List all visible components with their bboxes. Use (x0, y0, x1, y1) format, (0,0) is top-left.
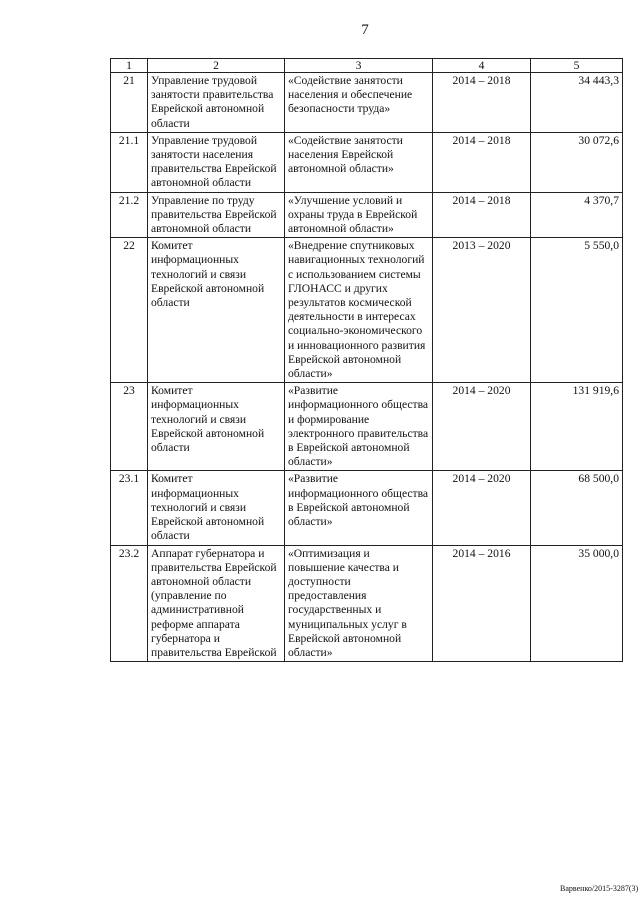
column-header: 4 (433, 59, 531, 73)
executor-cell: Комитет информационных технологий и связи Еврейской автономной области (148, 471, 285, 545)
amount-cell: 68 500,0 (531, 471, 623, 545)
program-cell: «Развитие информационного общества и формирование электронного правительства в Еврейской автономной области» (285, 383, 433, 471)
row-number: 22 (111, 238, 148, 383)
executor-cell: Комитет информационных технологий и связи Еврейской автономной области (148, 238, 285, 383)
program-cell: «Оптимизация и повышение качества и доступности предоставления государственных и муниципальных услуг в Еврейской автономной области» (285, 545, 433, 662)
period-cell: 2014 – 2020 (433, 383, 531, 471)
document-code: Варвенко/2015-3287(3) (560, 884, 639, 893)
period-cell: 2013 – 2020 (433, 238, 531, 383)
executor-cell: Управление трудовой занятости правительства Еврейской автономной области (148, 73, 285, 133)
amount-cell: 34 443,3 (531, 73, 623, 133)
row-number: 23.2 (111, 545, 148, 662)
period-cell: 2014 – 2018 (433, 73, 531, 133)
row-number: 21.1 (111, 132, 148, 192)
executor-cell: Аппарат губернатора и правительства Еврейской автономной области (управление по административной реформе аппарата губернатора и правительства Еврейской (148, 545, 285, 662)
executor-cell: Управление трудовой занятости населения правительства Еврейской автономной области (148, 132, 285, 192)
row-number: 21 (111, 73, 148, 133)
period-cell: 2014 – 2020 (433, 471, 531, 545)
column-header: 1 (111, 59, 148, 73)
row-number: 21.2 (111, 192, 148, 238)
amount-cell: 4 370,7 (531, 192, 623, 238)
amount-cell: 5 550,0 (531, 238, 623, 383)
table-row (111, 73, 623, 133)
table-row (111, 471, 623, 545)
amount-cell: 35 000,0 (531, 545, 623, 662)
program-cell: «Развитие информационного общества в Еврейской автономной области» (285, 471, 433, 545)
table-row (111, 238, 623, 383)
program-cell: «Содействие занятости населения Еврейской автономной области» (285, 132, 433, 192)
row-number: 23 (111, 383, 148, 471)
period-cell: 2014 – 2018 (433, 192, 531, 238)
row-number: 23.1 (111, 471, 148, 545)
program-cell: «Улучшение условий и охраны труда в Еврейской автономной области» (285, 192, 433, 238)
programs-table (110, 58, 623, 662)
table-row (111, 192, 623, 238)
column-header: 3 (285, 59, 433, 73)
program-cell: «Содействие занятости населения и обеспечение безопасности труда» (285, 73, 433, 133)
executor-cell: Управление по труду правительства Еврейской автономной области (148, 192, 285, 238)
executor-cell: Комитет информационных технологий и связи Еврейской автономной области (148, 383, 285, 471)
program-cell: «Внедрение спутниковых навигационных технологий с использованием системы ГЛОНАСС и других результатов космической деятельности в интересах социально-экономического и инновационного развития Еврейской автономной области» (285, 238, 433, 383)
table-row (111, 545, 623, 662)
column-header: 2 (148, 59, 285, 73)
period-cell: 2014 – 2018 (433, 132, 531, 192)
header-row (111, 59, 623, 73)
table-row (111, 132, 623, 192)
amount-cell: 30 072,6 (531, 132, 623, 192)
column-header: 5 (531, 59, 623, 73)
table-row (111, 383, 623, 471)
page-number: 7 (361, 22, 369, 38)
period-cell: 2014 – 2016 (433, 545, 531, 662)
amount-cell: 131 919,6 (531, 383, 623, 471)
